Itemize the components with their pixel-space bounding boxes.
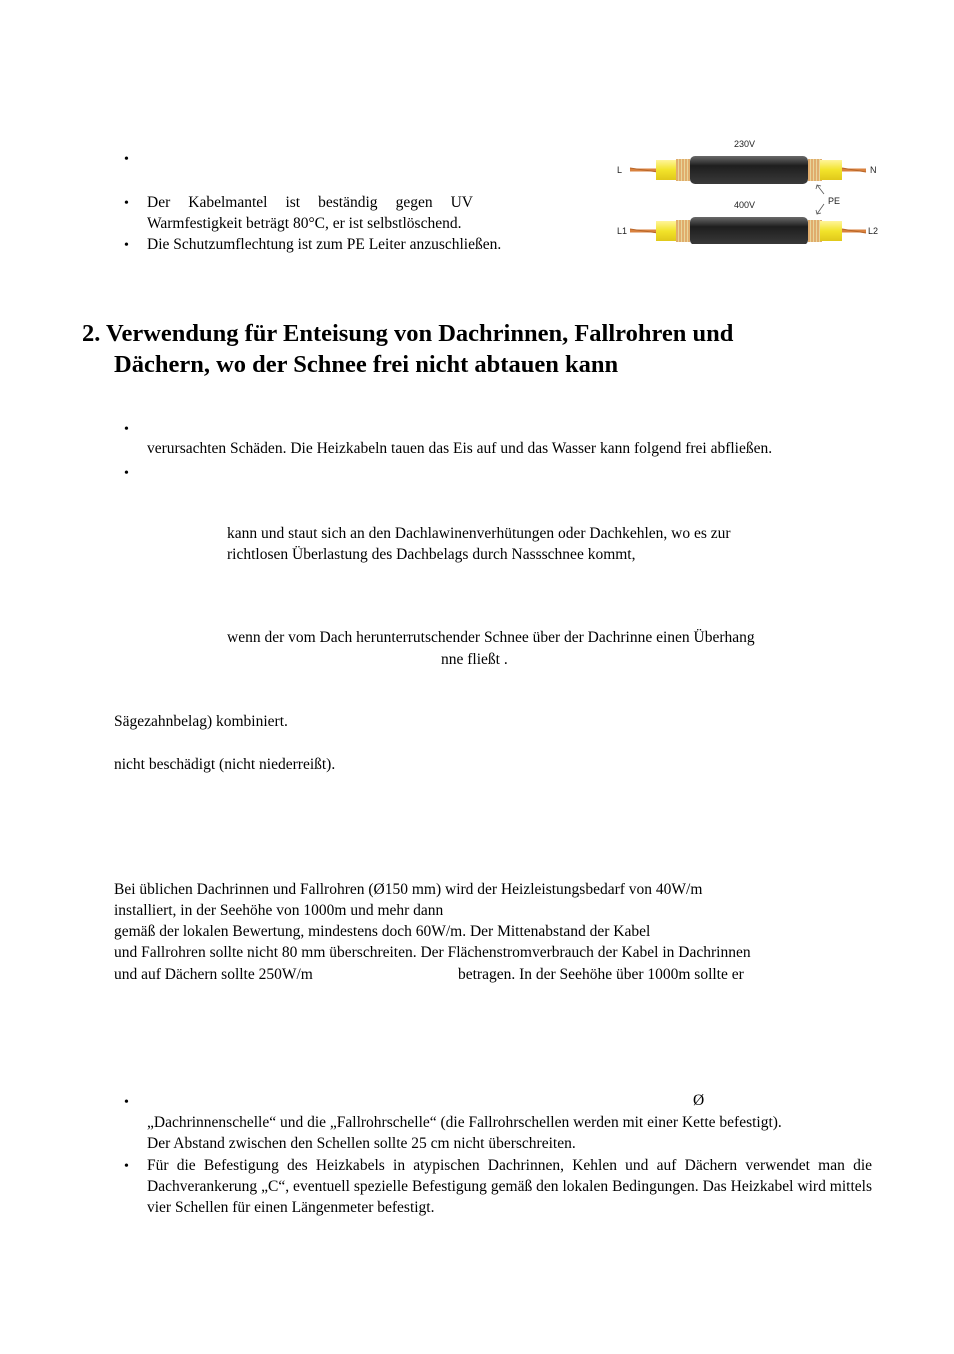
voltage-label-230: 230V <box>734 139 756 149</box>
text-altitude: installiert, in der Seehöhe von 1000m und mehr dann <box>114 902 444 919</box>
heading-number: 2. <box>82 320 101 347</box>
bullet-text-shielding: Die Schutzumflechtung ist zum PE Leiter anzuschließen. <box>147 236 502 253</box>
text-surface-power-cont: betragen. In der Seehöhe über 1000m sollte er <box>458 966 744 983</box>
terminal-label-N: N <box>870 165 877 175</box>
terminal-label-PE: PE <box>828 196 841 206</box>
text-combined: Sägezahnbelag) kombiniert. <box>114 713 288 730</box>
terminal-label-L1: L1 <box>617 226 628 236</box>
text-roof-overload: richtlosen Überlastung des Dachbelags durch Nassschnee kommt, <box>227 546 636 563</box>
cable-230v <box>630 156 866 184</box>
heading-line-2: Dächern, wo der Schnee frei nicht abtauen kann <box>114 351 619 378</box>
text-damage: verursachten Schäden. Die Heizkabeln tauen das Eis auf und das Wasser kann folgend frei abfließen. <box>147 440 773 457</box>
bullet-text-cable-jacket: Der Kabelmantel ist beständig gegen UV <box>147 194 473 211</box>
diameter-symbol: Ø <box>693 1092 705 1109</box>
bullet-marker: • <box>124 466 129 481</box>
bullet-marker: • <box>124 238 129 253</box>
text-power-requirement: Bei üblichen Dachrinnen und Fallrohren (Ø150 mm) wird der Heizleistungsbedarf von 40W/m <box>114 881 703 898</box>
text-spacing: und Fallrohren sollte nicht 80 mm überschreiten. Der Flächenstromverbrauch der Kabel in Dachrinnen <box>114 944 751 961</box>
bullet-marker: • <box>124 196 129 211</box>
text-snow-jam: kann und staut sich an den Dachlawinenverhütungen oder Dachkehlen, wo es zur <box>227 525 731 542</box>
bullet-marker: • <box>124 422 129 437</box>
pe-arrows <box>816 185 824 214</box>
terminal-label-L2: L2 <box>868 226 879 236</box>
text-clamp-distance: Der Abstand zwischen den Schellen sollte 25 cm nicht überschreiten. <box>147 1135 576 1152</box>
bullet-marker: • <box>124 152 129 167</box>
bullet-marker: • <box>124 1159 129 1174</box>
cable-connection-diagram <box>610 132 890 244</box>
text-surface-power: und auf Dächern sollte 250W/m <box>114 966 313 983</box>
terminal-label-L: L <box>617 165 623 175</box>
text-not-damaged: nicht beschädigt (nicht niederreißt). <box>114 756 336 773</box>
cable-400v <box>630 217 866 244</box>
bullet-marker: • <box>124 1095 129 1110</box>
text-overhang-cont: nne fließt . <box>441 651 508 668</box>
text-clamps: „Dachrinnenschelle“ und die „Fallrohrschelle“ (die Fallrohrschellen werden mit einer Kette befestigt). <box>147 1114 782 1131</box>
voltage-label-400: 400V <box>734 200 756 210</box>
text-overhang: wenn der vom Dach herunterrutschender Schnee über der Dachrinne einen Überhang <box>227 629 755 646</box>
heading-line-1: Verwendung für Enteisung von Dachrinnen, Fallrohren und <box>106 320 734 347</box>
text-local-assessment: gemäß der lokalen Bewertung, mindestens doch 60W/m. Der Mittenabstand der Kabel <box>114 923 651 940</box>
text-atypical-mounting: Für die Befestigung des Heizkabels in atypischen Dachrinnen, Kehlen und auf Dächern verwendet man die Dachverankerung „C“, eventuell spezielle Befestigung gemäß den lokalen Bedingungen. Das Heizkabel wird mittels vier Schellen für einen Längenmeter befestigt. <box>147 1157 872 1216</box>
bullet-text-cable-jacket-cont: Warmfestigkeit beträgt 80°C, er ist selbstlöschend. <box>147 215 462 232</box>
